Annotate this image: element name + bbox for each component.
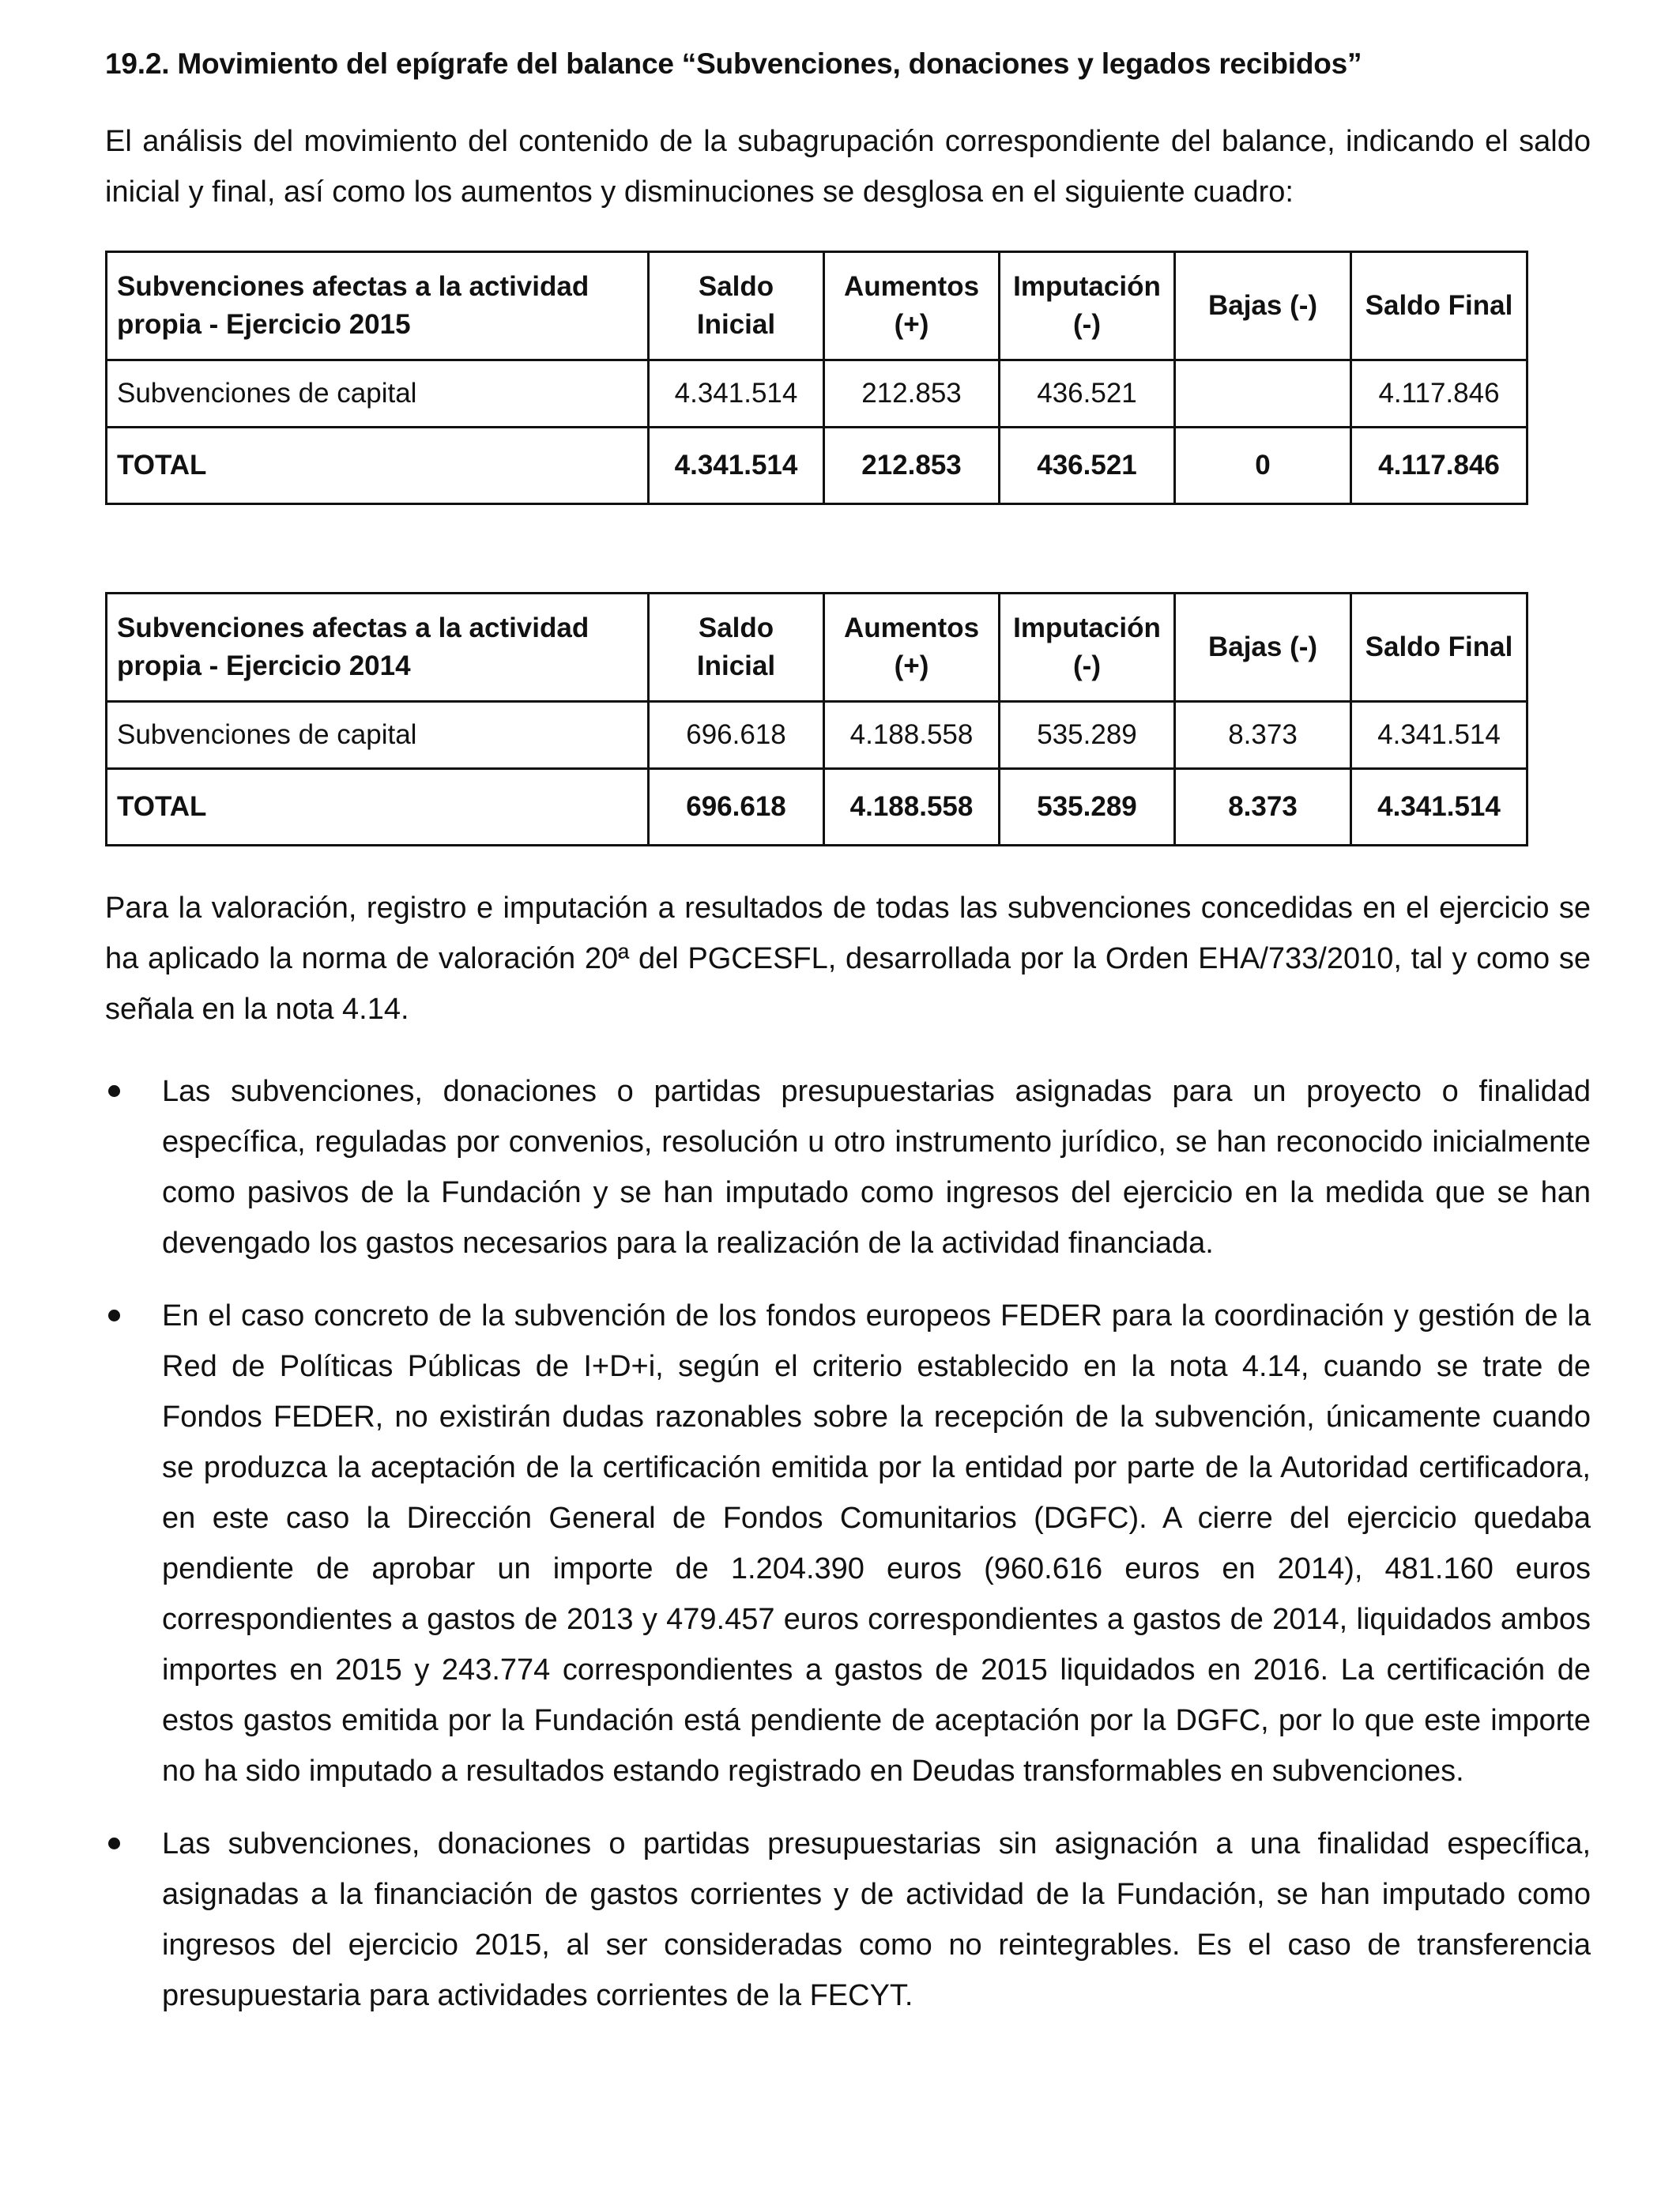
table-header-saldo-inicial: Saldo Inicial: [649, 594, 824, 702]
table-cell: 4.341.514: [649, 360, 824, 428]
table-header-concept: Subvenciones afectas a la actividad propia - Ejercicio 2014: [107, 594, 649, 702]
table-cell: 4.188.558: [824, 702, 1000, 769]
table-cell-concept: Subvenciones de capital: [107, 702, 649, 769]
valuation-paragraph: Para la valoración, registro e imputación a resultados de todas las subvenciones concedidas en el ejercicio se ha aplicado la norma de valoración 20ª del PGCESFL, desarrollada por la Orden EHA/733/2010, tal y como se señala en la nota 4.14.: [105, 892, 1591, 1026]
document-page: [105, 43, 1591, 2043]
table-header-saldo-inicial: Saldo Inicial: [649, 252, 824, 360]
table-cell: 4.117.846: [1351, 360, 1527, 428]
table-total-cell: 4.341.514: [1351, 769, 1527, 846]
list-item: [105, 1291, 1591, 1796]
bullet-icon: [108, 1085, 120, 1097]
table-total-cell: 4.341.514: [649, 428, 824, 504]
table-total-row: [107, 428, 1527, 504]
table-total-cell: 8.373: [1175, 769, 1351, 846]
table-cell: [1175, 360, 1351, 428]
table-cell: 535.289: [1000, 702, 1175, 769]
table-header-row: [107, 252, 1527, 360]
table-header-aumentos: Aumentos (+): [824, 252, 1000, 360]
table-row: [107, 360, 1527, 428]
table-header-concept: Subvenciones afectas a la actividad propia - Ejercicio 2015: [107, 252, 649, 360]
list-item-text: En el caso concreto de la subvención de los fondos europeos FEDER para la coordinación y gestión de la Red de Políticas Públicas de I+D+i, según el criterio establecido en la nota 4.14, cuando se trate de Fondos FEDER, no existirán dudas razonables sobre la recepción de la subvención, únicamente cuando se produzca la aceptación de la certificación emitida por la entidad por parte de la Autoridad certificadora, en este caso la Dirección General de Fondos Comunitarios (DGFC). A cierre del ejercicio quedaba pendiente de aprobar un importe de 1.204.390 euros (960.616 euros en 2014), 481.160 euros correspondientes a gastos de 2013 y 479.457 euros correspondientes a gastos de 2014, liquidados ambos importes en 2015 y 243.774 correspondientes a gastos de 2015 liquidados en 2016. La certificación de estos gastos emitida por la Fundación está pendiente de aceptación por la DGFC, por lo que este importe no ha sido imputado a resultados estando registrado en Deudas transformables en subvenciones.: [162, 1299, 1591, 1788]
table-total-cell: 696.618: [649, 769, 824, 846]
table-cell: 212.853: [824, 360, 1000, 428]
table-header-saldo-final: Saldo Final: [1351, 252, 1527, 360]
table-cell: 696.618: [649, 702, 824, 769]
list-item: [105, 1066, 1591, 1269]
table-cell: 436.521: [1000, 360, 1175, 428]
table-cell: 4.341.514: [1351, 702, 1527, 769]
table-total-cell: 535.289: [1000, 769, 1175, 846]
table-total-cell: 212.853: [824, 428, 1000, 504]
table-total-label: TOTAL: [107, 428, 649, 504]
table-total-cell: 4.188.558: [824, 769, 1000, 846]
table-total-cell: 4.117.846: [1351, 428, 1527, 504]
table-cell-concept: Subvenciones de capital: [107, 360, 649, 428]
table-header-imputacion: Imputación (-): [1000, 594, 1175, 702]
grants-table-2014: [105, 592, 1528, 846]
table-header-imputacion: Imputación (-): [1000, 252, 1175, 360]
intro-paragraph: El análisis del movimiento del contenido de la subagrupación correspondiente del balance, indicando el saldo inicial y final, así como los aumentos y disminuciones se desglosa en el siguiente cuadro:: [105, 125, 1591, 209]
list-item-text: Las subvenciones, donaciones o partidas presupuestarias sin asignación a una finalidad específica, asignadas a la financiación de gastos corrientes y de actividad de la Fundación, se han imputado como ingresos del ejercicio 2015, al ser consideradas como no reintegrables. Es el caso de transferencia presupuestaria para actividades corrientes de la FECYT.: [162, 1827, 1591, 2012]
table-total-cell: 0: [1175, 428, 1351, 504]
bullet-icon: [108, 1310, 120, 1321]
list-item-text: Las subvenciones, donaciones o partidas presupuestarias asignadas para un proyecto o finalidad específica, reguladas por convenios, resolución u otro instrumento jurídico, se han reconocido inicialmente como pasivos de la Fundación y se han imputado como ingresos del ejercicio en la medida que se han devengado los gastos necesarios para la realización de la actividad financiada.: [162, 1075, 1591, 1260]
table-total-row: [107, 769, 1527, 846]
table-cell: 8.373: [1175, 702, 1351, 769]
table-total-label: TOTAL: [107, 769, 649, 846]
table-header-bajas: Bajas (-): [1175, 252, 1351, 360]
table-header-aumentos: Aumentos (+): [824, 594, 1000, 702]
table-header-saldo-final: Saldo Final: [1351, 594, 1527, 702]
table-header-row: [107, 594, 1527, 702]
table-total-cell: 436.521: [1000, 428, 1175, 504]
table-header-bajas: Bajas (-): [1175, 594, 1351, 702]
grants-table-2015: [105, 251, 1528, 505]
bullet-list: [105, 1066, 1591, 2021]
table-row: [107, 702, 1527, 769]
bullet-icon: [108, 1838, 120, 1849]
list-item: [105, 1819, 1591, 2021]
section-heading: 19.2. Movimiento del epígrafe del balance “Subvenciones, donaciones y legados recibidos”: [105, 47, 1362, 80]
